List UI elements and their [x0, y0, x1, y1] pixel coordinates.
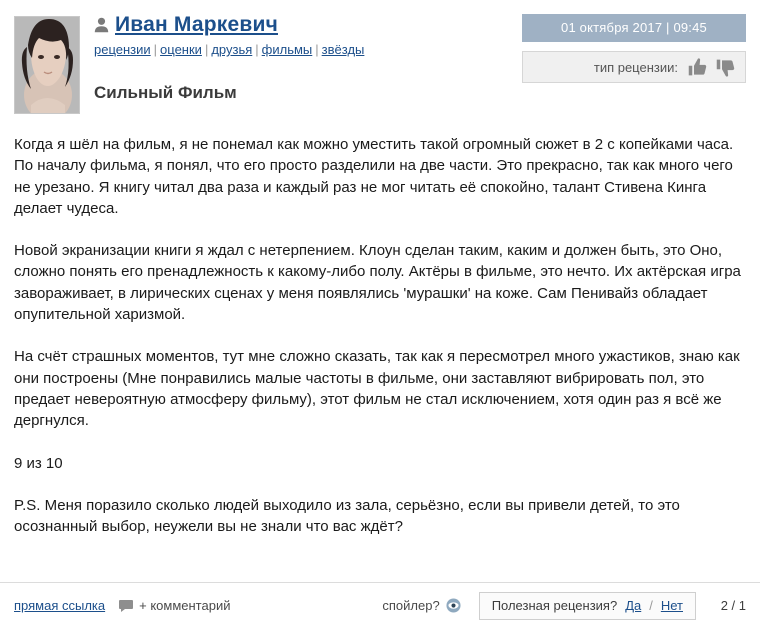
review-score: 9 из 10 [14, 454, 63, 472]
spoiler-group[interactable] [382, 598, 460, 613]
comment-group[interactable] [119, 598, 230, 613]
link-separator-3: | [255, 42, 259, 57]
link-reviews[interactable]: рецензии [94, 42, 151, 57]
thumbs-up-icon[interactable] [687, 57, 708, 78]
link-films[interactable]: фильмы [261, 42, 313, 57]
useful-review-box [479, 592, 696, 620]
user-line [94, 14, 512, 35]
vote-yes-link[interactable]: Да [625, 598, 642, 613]
review-paragraph: Новой экранизации книги я ждал с нетерпением. Клоун сделан таким, каким и должен быть, это Оно, сложно понять его пренадлежность к какому-либо полу. Актёры в фильме, это нечто. Их актёрская игра завораживает, в лирических сценах у меня появлялись 'мурашки' на коже. Сам Пенивайз обладает опупительной харизмой. [14, 242, 741, 324]
add-comment-label[interactable]: + комментарий [139, 598, 231, 613]
review-header [0, 0, 760, 114]
review-date: 01 октября 2017 | 09:45 [522, 14, 746, 42]
useful-review-label: Полезная рецензия? [491, 598, 618, 613]
user-icon [94, 17, 109, 33]
review-paragraph: Когда я шёл на фильм, я не понемал как можно уместить такой огромный сюжет в 2 с копейками часа. По началу фильма, я понял, что его просто разделили на две части. Это прекрасно, так как много чего не урезано. Я книгу читал два раза и каждый раз не мог читать её спокойно, талант Стивена Кинга делает чудеса. [14, 136, 734, 217]
link-friends[interactable]: друзья [211, 42, 253, 57]
vote-separator: / [649, 598, 653, 613]
link-separator-1: | [153, 42, 158, 57]
link-stars[interactable]: звёзды [321, 42, 365, 57]
speech-bubble-icon [119, 600, 133, 612]
header-main [82, 14, 512, 103]
user-links [94, 42, 512, 57]
user-name-link[interactable]: Иван Маркевич [115, 13, 278, 36]
avatar-container [14, 14, 82, 114]
eye-icon[interactable] [446, 598, 461, 613]
link-separator-2: | [204, 42, 209, 57]
link-separator-4: | [315, 42, 319, 57]
thumbs-down-icon[interactable] [715, 57, 736, 78]
review-body [0, 114, 760, 537]
permalink-link[interactable]: прямая ссылка [14, 598, 106, 613]
review-paragraph: На счёт страшных моментов, тут мне сложно сказать, так как я пересмотрел много ужастиков, знаю как они построены (Мне понравились малые частоты в фильме, они заставляют вибрировать пол, это предает невероятную атмосферу фильму), этот фильм не стал исключением, хотя один раз я всё же дергнулся. [14, 348, 740, 430]
link-ratings[interactable]: оценки [160, 42, 202, 57]
vote-no-link[interactable]: Нет [660, 598, 683, 613]
vote-count: 2 / 1 [720, 598, 746, 613]
avatar[interactable] [14, 16, 80, 114]
review-footer [0, 582, 760, 628]
review-type-bar [522, 51, 746, 83]
review-meta [522, 14, 746, 83]
avatar-photo [15, 17, 79, 113]
review-type-label: тип рецензии: [593, 59, 678, 75]
review-postscript: P.S. Меня поразило сколько людей выходило из зала, серьёзно, если вы привели детей, то это осознанный выбор, неужели вы не знали что вас ждёт? [14, 496, 680, 536]
review-title: Сильный Фильм [94, 83, 237, 102]
spoiler-label: спойлер? [382, 598, 440, 613]
